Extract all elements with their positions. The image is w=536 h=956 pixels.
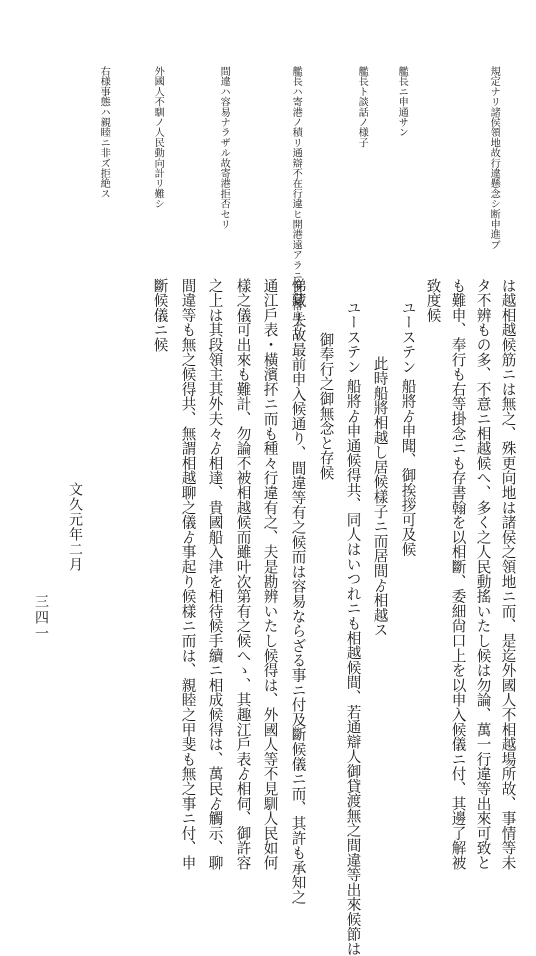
page-number: 三四一 [33,594,49,642]
body-col-6: 此時船將相越し居候樣子ニ而居間ゟ相越ス [371,356,389,638]
body-col-4: 致度候 [424,278,442,323]
body-col-13: 間違等も無之候得共、無謂相越聊之儀ゟ事起り候樣ニ而は、親睦之甲斐も無之事ニ付、申 [179,278,197,870]
body-col-7: ユーステン 船將ゟ申通候得共、同人はいつれニも相越候間、若通辯人御貸渡無之間違等出來候節は [344,300,362,956]
note-2: 艦長ニ申通サン [396,66,408,138]
note-1: 規定ナリ諸侯領地故行違懸念シ断申進ブ [488,66,500,250]
body-col-10: 通江戶表・橫濱抔ニ而も種々行違有之、夫是勘辨いたし候得は、外國人等不見馴人民如何 [261,278,279,870]
body-col-14: 斷候儀ニ候 [151,278,169,352]
body-col-3: も難申、奉行も右等掛念ニも存書翰を以相斷、委細尙口上を以申入候儀ニ付、其邊了解被 [449,278,467,870]
note-5: 間違ハ容易ナラザル故寄港拒否セリ [218,66,230,230]
body-col-1: は越相越候筋ニは無之、殊更向地は諸侯之領地ニ而、是迄外國人不相越場所故、事情等未 [499,278,517,870]
body-col-9: 悌藏 夫故最前申入候通り、間違等有之候而は容易ならざる事ニ付及斷候儀ニ而、其許も承知之 [289,278,307,905]
body-col-11: 樣之儀可出來も難計、勿論不被相越候而雖叶次第有之候へゝ、其趣江戶表ゟ相伺、御許容 [234,278,252,870]
note-3: 艦長ト談話ノ様子 [356,66,368,148]
note-6: 外國人不馴ノ人民動向計リ難シ [152,66,164,209]
note-7: 右様事態ハ親睦ニ非ズ拒絶ス [98,66,110,199]
body-col-2: タ不辨もの多、不意ニ相越候へ、多く之人民動搖いたし候は勿論、萬一行違等出來可致と [474,278,492,870]
body-col-8: 御奉行之御無念と存候 [317,332,335,480]
body-col-12: 之上は其段領主其外夫々ゟ相達、貴國船入津を相待候手續ニ相成候得は、萬民ゟ觸示、聊 [206,278,224,870]
note-4: 艦長ハ寄港ノ積リ通辯不在行違ヒ開港遠アラニ奉行落度ナリ [290,66,302,342]
body-col-5: ユーステン 船將ゟ申聞、御挨拶可及候 [399,300,417,557]
date-line: 文久元年二月 [67,482,83,572]
